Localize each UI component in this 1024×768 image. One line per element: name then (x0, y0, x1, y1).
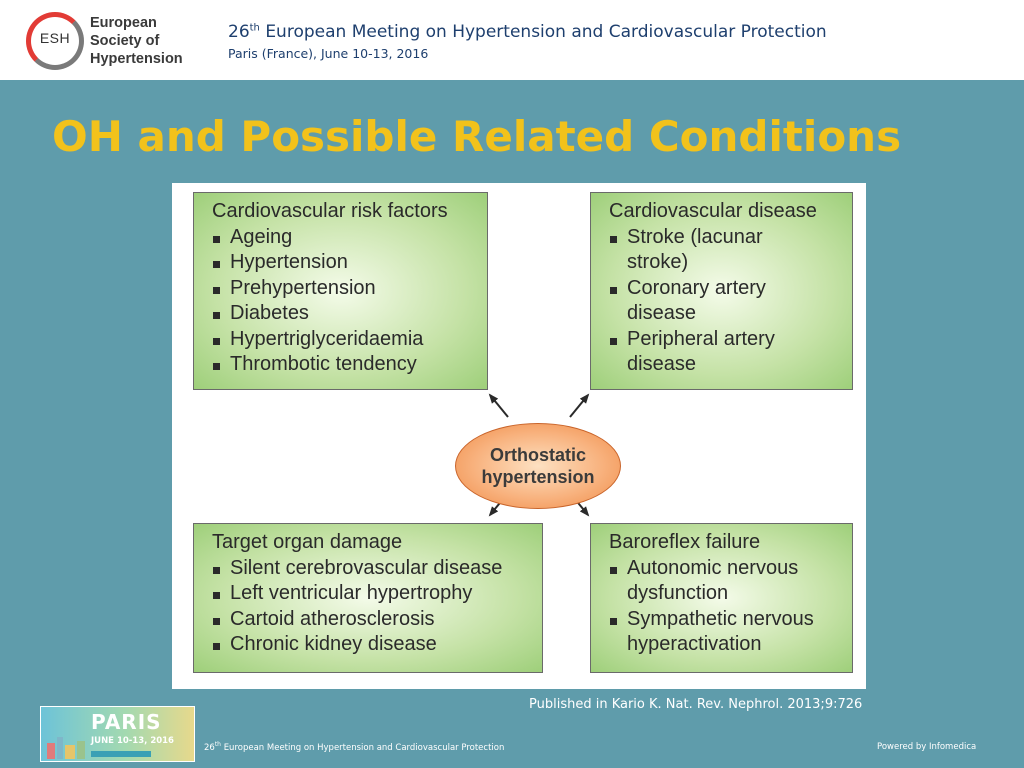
center-label-line: Orthostatic (489, 445, 586, 465)
box-list (609, 225, 842, 378)
logo-name-line: Hypertension (90, 51, 183, 67)
logo-name-line: European (90, 15, 157, 31)
header-bar (0, 0, 1024, 80)
list-item: Hypertension (212, 250, 477, 276)
list-item: Ageing (212, 225, 477, 251)
center-label (481, 444, 594, 488)
footer-meeting-ordinal: 26 (204, 743, 215, 753)
box-list (212, 556, 532, 658)
list-item-line: Coronary artery (627, 276, 766, 299)
citation: Published in Kario K. Nat. Rev. Nephrol. 2013;9:726 (529, 697, 863, 712)
box-title: Target organ damage (212, 531, 403, 553)
list-item: Silent cerebrovascular disease (212, 556, 532, 582)
footer-meeting (204, 743, 504, 753)
meeting-ordinal-suffix: th (249, 22, 260, 34)
badge-city: PARIS (91, 710, 162, 734)
figure-panel (172, 183, 866, 689)
list-item-line: disease (627, 302, 696, 324)
list-item (609, 327, 842, 378)
list-item-line: Stroke (lacunar (627, 225, 763, 248)
list-item: Left ventricular hypertrophy (212, 581, 532, 607)
arrow-to-risk-factors (490, 395, 508, 417)
footer-meeting-ordinal-suffix: th (214, 741, 221, 749)
esh-logo (26, 10, 206, 72)
slide-title: OH and Possible Related Conditions (52, 112, 902, 161)
box-cardiovascular-risk-factors (193, 192, 488, 390)
list-item-line: Sympathetic nervous (627, 607, 814, 630)
list-item: Diabetes (212, 301, 477, 327)
box-title: Cardiovascular disease (609, 200, 817, 222)
list-item (609, 556, 842, 607)
list-item: Thrombotic tendency (212, 352, 477, 378)
list-item (609, 607, 842, 658)
badge-strip (91, 751, 151, 757)
center-ellipse-orthostatic-hypertension (455, 423, 621, 509)
box-list (212, 225, 477, 378)
list-item-line: disease (627, 353, 696, 375)
powered-by: Powered by Infomedica (877, 742, 977, 752)
list-item: Hypertriglyceridaemia (212, 327, 477, 353)
meeting-name: European Meeting on Hypertension and Cardiovascular Protection (265, 22, 827, 42)
badge-dates: JUNE 10-13, 2016 (91, 736, 174, 746)
box-title: Cardiovascular risk factors (212, 200, 448, 222)
list-item-line: dysfunction (627, 582, 729, 604)
box-title: Baroreflex failure (609, 531, 761, 553)
box-list (609, 556, 842, 658)
skyline-icon (47, 733, 87, 759)
list-item: Cartoid atherosclerosis (212, 607, 532, 633)
list-item: Chronic kidney disease (212, 632, 532, 658)
arrow-to-cv-disease (570, 395, 588, 417)
paris-badge (40, 706, 195, 762)
logo-abbr: ESH (39, 30, 71, 46)
box-cardiovascular-disease (590, 192, 853, 390)
list-item (609, 225, 842, 276)
box-target-organ-damage (193, 523, 543, 673)
logo-name-line: Society of (90, 33, 160, 49)
meeting-title (228, 22, 827, 42)
list-item: Prehypertension (212, 276, 477, 302)
meeting-ordinal: 26 (228, 22, 250, 42)
logo-name (90, 14, 183, 68)
list-item-line: stroke) (627, 251, 689, 273)
list-item-line: Autonomic nervous (627, 556, 799, 579)
center-label-line: hypertension (481, 467, 595, 487)
list-item-line: Peripheral artery (627, 327, 775, 350)
box-baroreflex-failure (590, 523, 853, 673)
list-item (609, 276, 842, 327)
footer-meeting-name: European Meeting on Hypertension and Cardiovascular Protection (223, 743, 505, 753)
list-item-line: hyperactivation (627, 633, 762, 655)
meeting-location-date: Paris (France), June 10-13, 2016 (228, 46, 429, 61)
